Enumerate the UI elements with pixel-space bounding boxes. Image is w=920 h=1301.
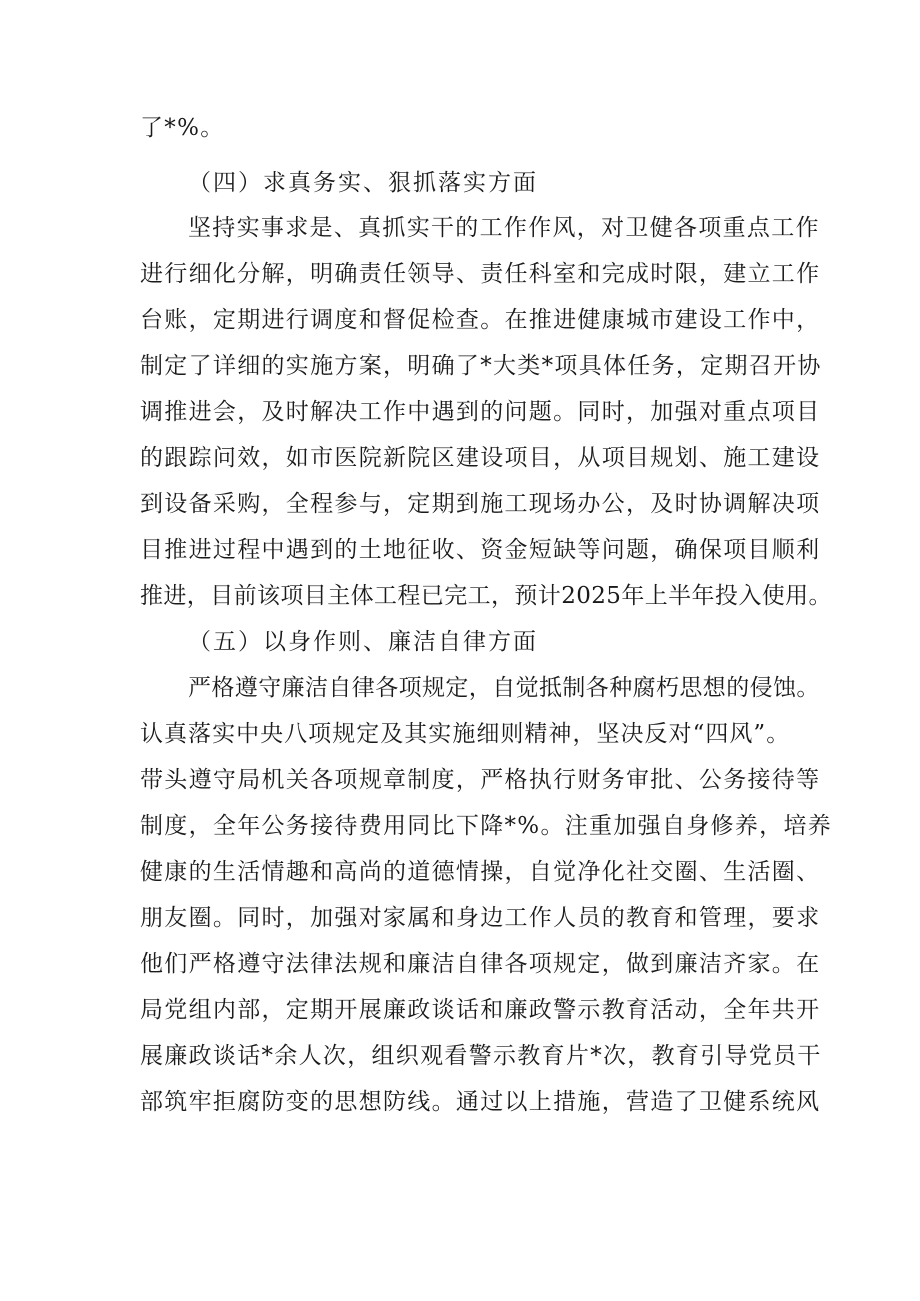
text-line: 到设备采购，全程参与，定期到施工现场办公，及时协调解决项 bbox=[140, 491, 821, 517]
text-line: 推进，目前该项目主体工程已完工，预计2025年上半年投入使用。 bbox=[140, 583, 832, 609]
text-line: 认真落实中央八项规定及其实施细则精神，坚决反对“四风”。 bbox=[140, 721, 790, 747]
text-line: 坚持实事求是、真抓实干的工作作风，对卫健各项重点工作 bbox=[188, 215, 820, 241]
text-line: 展廉政谈话*余人次，组织观看警示教育片*次，教育引导党员干 bbox=[140, 1043, 822, 1069]
text-line: 制度，全年公务接待费用同比下降*%。注重加强自身修养，培养 bbox=[140, 813, 833, 839]
text-line: 的跟踪问效，如市医院新院区建设项目，从项目规划、施工建设 bbox=[140, 445, 821, 471]
text-line: 制定了详细的实施方案，明确了*大类*项具体任务，定期召开协 bbox=[140, 353, 822, 379]
text-line: 健康的生活情趣和高尚的道德情操，自觉净化社交圈、生活圈、 bbox=[140, 859, 821, 885]
text-line: 朋友圈。同时，加强对家属和身边工作人员的教育和管理，要求 bbox=[140, 905, 821, 931]
text-line: 了*%。 bbox=[140, 115, 225, 141]
section-heading: （四）求真务实、狠抓落实方面 bbox=[188, 170, 538, 196]
text-line: 带头遵守局机关各项规章制度，严格执行财务审批、公务接待等 bbox=[140, 767, 821, 793]
text-line: 目推进过程中遇到的土地征收、资金短缺等问题，确保项目顺利 bbox=[140, 537, 821, 563]
text-line: 局党组内部，定期开展廉政谈话和廉政警示教育活动，全年共开 bbox=[140, 997, 821, 1023]
text-line: 他们严格遵守法律法规和廉洁自律各项规定，做到廉洁齐家。在 bbox=[140, 951, 821, 977]
text-line: 部筑牢拒腐防变的思想防线。通过以上措施，营造了卫健系统风 bbox=[140, 1089, 821, 1115]
text-line: 台账，定期进行调度和督促检查。在推进健康城市建设工作中， bbox=[140, 307, 821, 333]
text-line: 进行细化分解，明确责任领导、责任科室和完成时限，建立工作 bbox=[140, 261, 821, 287]
text-line: 严格遵守廉洁自律各项规定，自觉抵制各种腐朽思想的侵蚀。 bbox=[188, 675, 820, 701]
section-heading: （五）以身作则、廉洁自律方面 bbox=[188, 629, 538, 655]
text-line: 调推进会，及时解决工作中遇到的问题。同时，加强对重点项目 bbox=[140, 399, 821, 425]
